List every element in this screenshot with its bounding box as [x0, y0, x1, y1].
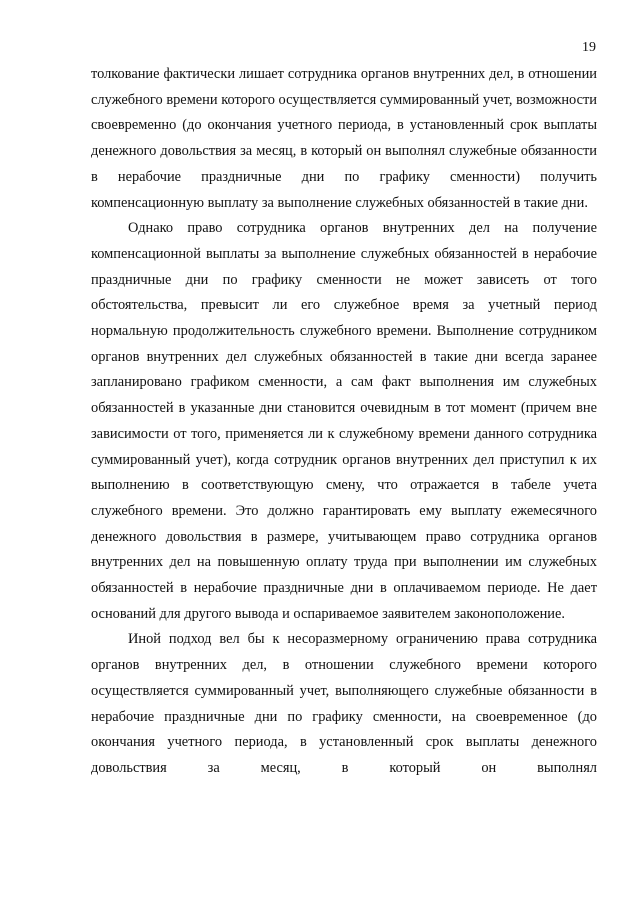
paragraph-continued: толкование фактически лишает сотрудника органов внутренних дел, в отношении служебного времени которого осуществляется суммированный учет, возможности своевременно (до окончания учетного периода, в установленный срок выплаты денежного довольствия за месяц, в который он выполнял служебные обязанности в нерабочие праздничные дни по графику сменности) получить компенсационную выплату за выполнение служебных обязанностей в такие дни. [91, 66, 597, 211]
paragraph: Однако право сотрудника органов внутренних дел на получение компенсационной выплаты за выполнение служебных обязанностей в нерабочие праздничные дни по графику сменности не может зависеть от того обстоятельства, превысит ли его служебное время за учетный период нормальную продолжительность служебного времени. Выполнение сотрудником органов внутренних дел служебных обязанностей в такие дни всегда заранее запланировано графиком сменности, а сам факт выполнения им служебных обязанностей в указанные дни становится очевидным в тот момент (причем вне зависимости от того, применяется ли к служебному времени данного сотрудника суммированный учет), когда сотрудник органов внутренних дел приступил к их выполнению в соответствующую смену, что отражается в табеле учета служебного времени. Это должно гарантировать ему выплату ежемесячного денежного довольствия в размере, учитывающем право сотрудника органов внутренних дел на повышенную оплату труда при выполнении им служебных обязанностей в нерабочие праздничные дни в оплачиваемом периоде. Не дает оснований для другого вывода и оспариваемое заявителем законоположение. [91, 220, 597, 622]
page-number: 19 [582, 40, 596, 55]
paragraph-continues-next-page: Иной подход вел бы к несоразмерному ограничению права сотрудника органов внутренних дел, в отношении служебного времени которого осуществляется суммированный учет, выполняющего служебные обязанности в нерабочие праздничные дни по графику сменности, на своевременное (до окончания учетного периода, в установленный срок выплаты денежного довольствия за месяц, в который он выполнял [91, 631, 597, 776]
document-body [91, 62, 597, 782]
